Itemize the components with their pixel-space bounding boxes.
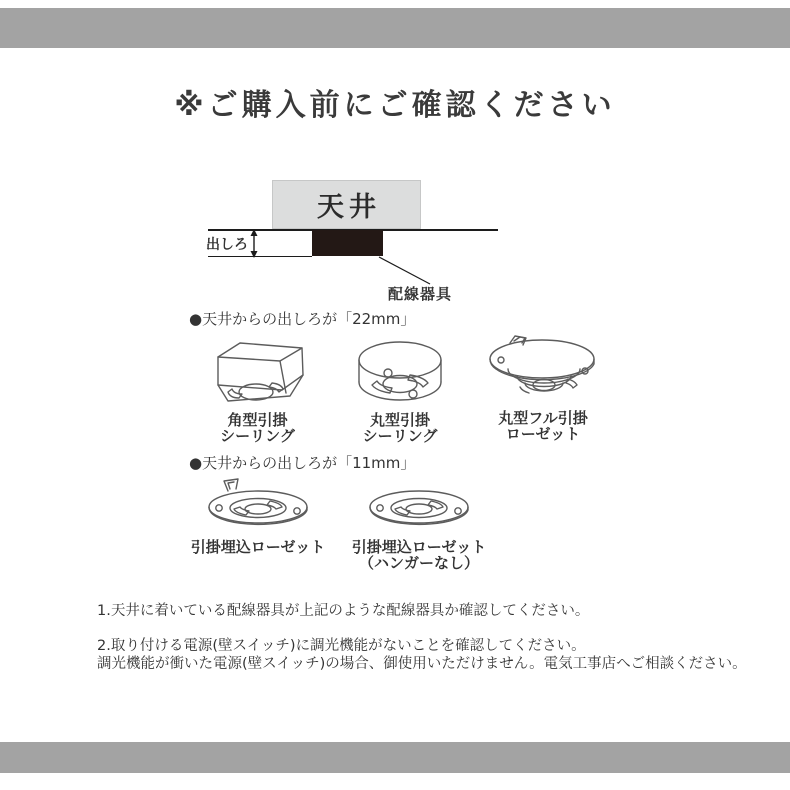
wiring-fixture-label: 配線器具 xyxy=(388,285,453,303)
square-hook-ceiling-drawing xyxy=(200,332,315,410)
note-2-line-2: 調光機能が衝いた電源(壁スイッチ)の場合、御使用いただけません。電気工事店へご相談ください。 xyxy=(97,656,747,672)
round-hook-ceiling-drawing xyxy=(343,332,457,410)
page-title: ※ご購入前にご確認ください xyxy=(174,88,616,123)
section-heading-11mm: ●天井からの出しろが「11mm」 xyxy=(189,454,416,472)
embedded-rosette-no-hanger-drawing xyxy=(340,477,498,537)
note-2 xyxy=(97,637,747,673)
fixture-embedded-rosette xyxy=(186,477,330,555)
fixture-label: 丸型引掛 シーリング xyxy=(362,411,438,445)
section-heading-22mm: ●天井からの出しろが「22mm」 xyxy=(189,310,416,328)
ceiling-label: 天井 xyxy=(317,192,381,223)
fixture-embedded-rosette-no-hanger xyxy=(340,477,498,571)
fixture-square-hook-ceiling xyxy=(200,332,315,444)
fixture-round-full-hook-rosette xyxy=(478,330,608,442)
note-1: 1.天井に着いている配線器具が上記のような配線器具か確認してください。 xyxy=(97,603,590,619)
fixture-label: 丸型フル引掛 ローゼット xyxy=(498,409,588,443)
note-2-line-1: 2.取り付ける電源(壁スイッチ)に調光機能がないことを確認してください。 xyxy=(97,638,586,654)
protrusion-label: 出しろ xyxy=(206,237,248,253)
round-full-hook-rosette-drawing xyxy=(478,330,608,408)
ceiling-block xyxy=(272,180,421,229)
fixture-label: 角型引掛 シーリング xyxy=(220,411,295,445)
embedded-rosette-drawing xyxy=(186,477,330,537)
dimension-arrow-icon xyxy=(247,229,261,258)
top-divider-band xyxy=(0,8,790,48)
fixture-label: 引掛埋込ローゼット xyxy=(190,538,326,556)
bottom-divider-band xyxy=(0,742,790,773)
wiring-fixture-block xyxy=(312,230,383,256)
fixture-label: 引掛埋込ローゼット （ハンガーなし） xyxy=(351,538,487,572)
fixture-round-hook-ceiling xyxy=(343,332,457,444)
